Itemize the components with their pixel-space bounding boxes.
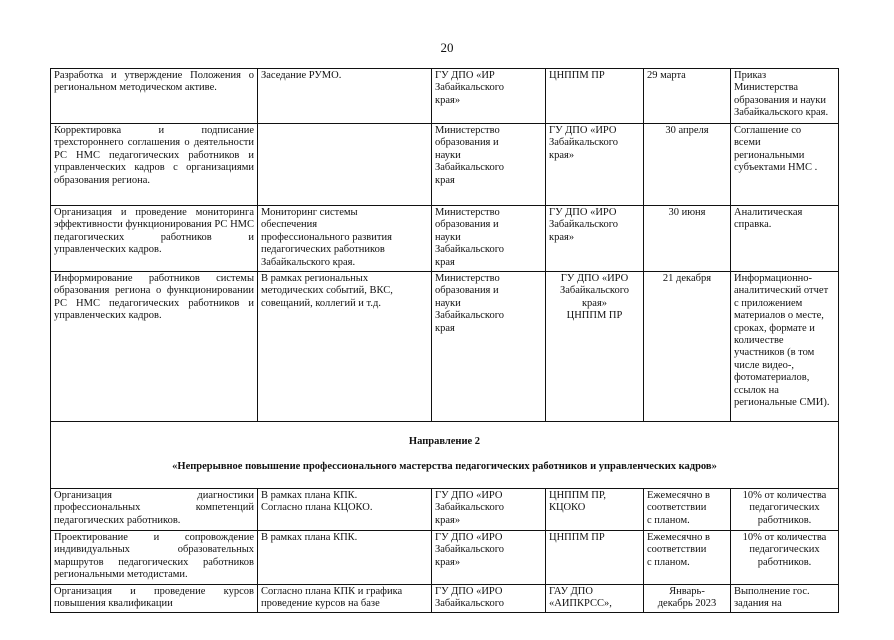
responsible-cell: ГУ ДПО «ИР Забайкальского края» bbox=[432, 69, 546, 124]
activity-cell: Информирование работников системы образования региона о функционировании РС НМС педагогических работников и управленческих кадров. bbox=[51, 272, 258, 422]
responsible-cell: ГУ ДПО «ИРО Забайкальского края» bbox=[432, 489, 546, 531]
activity-cell: Разработка и утверждение Положения о региональном методическом активе. bbox=[51, 69, 258, 124]
section-header-row bbox=[51, 422, 839, 489]
coexecutors-cell: ЦНППМ ПР, КЦОКО bbox=[546, 489, 644, 531]
coexecutors-cell: ЦНППМ ПР bbox=[546, 69, 644, 124]
deadline-cell: 30 июня bbox=[644, 206, 731, 272]
table-row bbox=[51, 531, 839, 585]
table-row bbox=[51, 124, 839, 206]
coexecutors-cell: ГУ ДПО «ИРО Забайкальского края» bbox=[546, 206, 644, 272]
responsible-cell: Министерство образования и науки Забайкальского края bbox=[432, 272, 546, 422]
result-cell: 10% от количества педагогических работников. bbox=[731, 531, 839, 585]
responsible-cell: Министерство образования и науки Забайкальского края bbox=[432, 124, 546, 206]
activity-cell: Организация и проведение курсов повышения квалификации bbox=[51, 585, 258, 613]
table-row bbox=[51, 585, 839, 613]
format-cell: В рамках региональных методических событий, ВКС, совещаний, коллегий и т.д. bbox=[258, 272, 432, 422]
result-cell: Выполнение гос. задания на bbox=[731, 585, 839, 613]
format-cell: Мониторинг системы обеспечения профессионального развития педагогических работников Забайкальского края. bbox=[258, 206, 432, 272]
activity-cell: Проектирование и сопровождение индивидуальных образовательных маршрутов педагогических работников региональными методистами. bbox=[51, 531, 258, 585]
coexecutors-cell: ГАУ ДПО «АИПКРСС», bbox=[546, 585, 644, 613]
result-cell: Соглашение со всеми региональными субъектами НМС . bbox=[731, 124, 839, 206]
result-cell: Аналитическая справка. bbox=[731, 206, 839, 272]
deadline-cell: 21 декабря bbox=[644, 272, 731, 422]
section-subtitle: «Непрерывное повышение профессионального мастерства педагогических работников и управленческих кадров» bbox=[172, 461, 717, 473]
result-cell: 10% от количества педагогических работников. bbox=[731, 489, 839, 531]
table-row bbox=[51, 272, 839, 422]
coexecutors-cell: ГУ ДПО «ИРО Забайкальского края» ЦНППМ ПР bbox=[546, 272, 644, 422]
format-cell: Согласно плана КПК и графика проведение курсов на базе bbox=[258, 585, 432, 613]
activity-cell: Организация диагностики профессиональных компетенций педагогических работников. bbox=[51, 489, 258, 531]
format-cell bbox=[258, 124, 432, 206]
responsible-cell: Министерство образования и науки Забайкальского края bbox=[432, 206, 546, 272]
plan-table bbox=[50, 68, 839, 613]
deadline-cell: Ежемесячно в соответствии с планом. bbox=[644, 531, 731, 585]
result-cell: Информационно- аналитический отчет с приложением материалов о месте, сроках, формате и количестве участников (в том числе видео-, фотоматериалов, ссылок на региональные СМИ). bbox=[731, 272, 839, 422]
table-row bbox=[51, 489, 839, 531]
format-cell: В рамках плана КПК. Согласно плана КЦОКО. bbox=[258, 489, 432, 531]
deadline-cell: 29 марта bbox=[644, 69, 731, 124]
page-number: 20 bbox=[440, 40, 454, 55]
format-cell: В рамках плана КПК. bbox=[258, 531, 432, 585]
activity-cell: Корректировка и подписание трехстороннего соглашения о деятельности РС НМС педагогических работников и управленческих кадров с организациями образования региона. bbox=[51, 124, 258, 206]
table-row bbox=[51, 206, 839, 272]
coexecutors-cell: ЦНППМ ПР bbox=[546, 531, 644, 585]
deadline-cell: Январь- декабрь 2023 bbox=[644, 585, 731, 613]
activity-cell: Организация и проведение мониторинга эффективности функционирования РС НМС педагогических работников и управленческих кадров. bbox=[51, 206, 258, 272]
section-header-cell bbox=[51, 422, 839, 489]
responsible-cell: ГУ ДПО «ИРО Забайкальского bbox=[432, 585, 546, 613]
deadline-cell: Ежемесячно в соответствии с планом. bbox=[644, 489, 731, 531]
section-title: Направление 2 bbox=[408, 436, 481, 448]
coexecutors-cell: ГУ ДПО «ИРО Забайкальского края» bbox=[546, 124, 644, 206]
responsible-cell: ГУ ДПО «ИРО Забайкальского края» bbox=[432, 531, 546, 585]
deadline-cell: 30 апреля bbox=[644, 124, 731, 206]
table-row bbox=[51, 69, 839, 124]
format-cell: Заседание РУМО. bbox=[258, 69, 432, 124]
result-cell: Приказ Министерства образования и науки Забайкальского края. bbox=[731, 69, 839, 124]
